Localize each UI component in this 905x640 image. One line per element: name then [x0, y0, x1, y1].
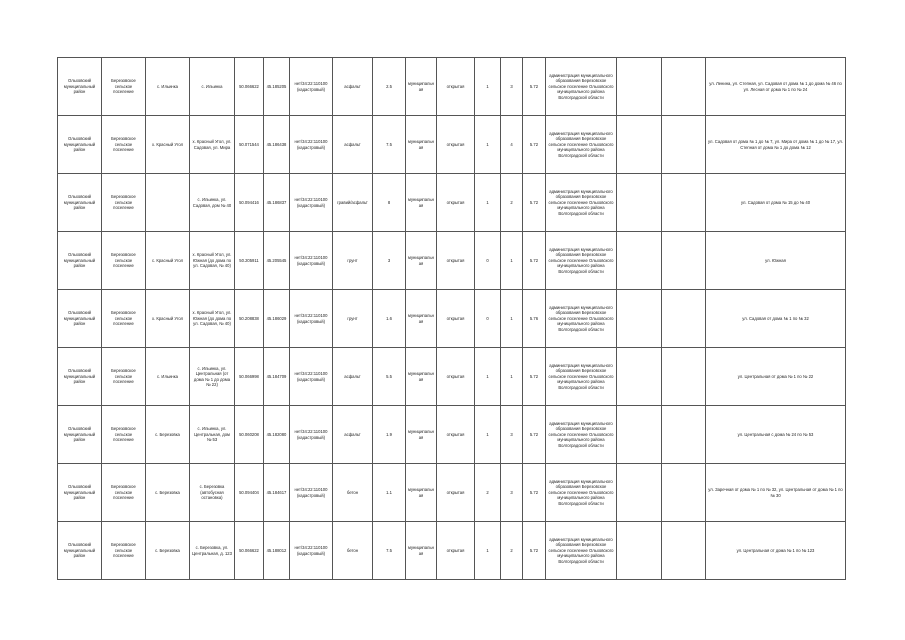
cell-route: ул. Садовая от дома № 1 до № 7, ул. Мира от дома № 1 до № 17, ул. Степная от дома № 1 до дома № 12	[706, 116, 846, 174]
cell-address: с. Березовка (автобусная остановка)	[190, 464, 235, 522]
cell-length: 7.5	[373, 522, 406, 580]
road-register-table	[57, 57, 846, 580]
cell-settlement: Березовское сельское поселение	[102, 406, 146, 464]
cell-status: муниципальная	[406, 348, 437, 406]
cell-cat2: 2	[501, 174, 523, 232]
cell-surface: бетон	[333, 522, 373, 580]
cell-length: 1.1	[373, 464, 406, 522]
cell-settlement: Березовское сельское поселение	[102, 116, 146, 174]
cell-district: Ольховский муниципальный район	[58, 174, 102, 232]
cell-address: с. Березовка, ул. Центральная, д. 123	[190, 522, 235, 580]
cell-empty	[662, 116, 706, 174]
cell-settlement: Березовское сельское поселение	[102, 58, 146, 116]
cell-district: Ольховский муниципальный район	[58, 464, 102, 522]
cell-surface: грунт	[333, 290, 373, 348]
cell-locality: с. Березовка	[146, 406, 190, 464]
cell-route: ул. Ленина, ул. Степная, ул. Садовая от дома № 1 до дома № 46 по ул. Лесная от дома № 1 по № 24	[706, 58, 846, 116]
cell-cat2: 3	[501, 406, 523, 464]
cell-cadastral: нет/34:22:110100 (кадастровый)	[290, 116, 333, 174]
cell-lat: 50.071544	[235, 116, 264, 174]
cell-note	[617, 522, 662, 580]
cell-lat: 50.205911	[235, 232, 264, 290]
cell-status: муниципальная	[406, 116, 437, 174]
cell-district: Ольховский муниципальный район	[58, 232, 102, 290]
cell-width: 5.72	[523, 464, 546, 522]
cell-cat2: 3	[501, 464, 523, 522]
cell-address: с. Ильинка	[190, 58, 235, 116]
cell-status: муниципальная	[406, 232, 437, 290]
cell-owner: администрация муниципального образования Березовское сельское поселение Ольховского муниципального района Волгоградской области	[546, 174, 617, 232]
cell-note	[617, 174, 662, 232]
cell-district: Ольховский муниципальный район	[58, 348, 102, 406]
cell-lat: 50.066622	[235, 58, 264, 116]
cell-cat1: 0	[475, 290, 501, 348]
cell-locality	[146, 174, 190, 232]
cell-cat1: 2	[475, 464, 501, 522]
cell-lat: 50.060208	[235, 406, 264, 464]
cell-width: 5.72	[523, 348, 546, 406]
cell-owner: администрация муниципального образования Березовское сельское поселение Ольховского муниципального района Волгоградской области	[546, 406, 617, 464]
cell-lon: 45.188012	[264, 522, 290, 580]
cell-empty	[662, 464, 706, 522]
cell-length: 2.5	[373, 58, 406, 116]
cell-locality: с. Ильинка	[146, 348, 190, 406]
cell-cls: открытая	[437, 116, 475, 174]
table-row	[58, 348, 846, 406]
cell-cat1: 0	[475, 232, 501, 290]
cell-cadastral: нет/34:22:110100 (кадастровый)	[290, 464, 333, 522]
cell-note	[617, 290, 662, 348]
cell-length: 8	[373, 174, 406, 232]
cell-district: Ольховский муниципальный район	[58, 522, 102, 580]
cell-route: ул. Садовая от дома № 1 по № 32	[706, 290, 846, 348]
cell-address: с. Ильинка, ул. Центральная, дом № 53	[190, 406, 235, 464]
table-row	[58, 290, 846, 348]
cell-route: ул. Заречная от дома № 1 по № 32, ул. Центральная от дома № 1 по № 30	[706, 464, 846, 522]
cell-length: 5.5	[373, 348, 406, 406]
cell-route: ул. Центральная от дома № 1 по № 22	[706, 348, 846, 406]
cell-cat2: 1	[501, 348, 523, 406]
cell-cat2: 2	[501, 522, 523, 580]
cell-address: х. Красный Угол, ул. Садовая, ул. Мира	[190, 116, 235, 174]
cell-status: муниципальная	[406, 406, 437, 464]
cell-width: 5.72	[523, 232, 546, 290]
cell-cadastral: нет/34:22:110100 (кадастровый)	[290, 290, 333, 348]
cell-width: 5.72	[523, 174, 546, 232]
cell-surface: асфальт	[333, 406, 373, 464]
cell-lon: 45.205545	[264, 232, 290, 290]
cell-settlement: Березовское сельское поселение	[102, 232, 146, 290]
cell-locality: с. Ильинка	[146, 58, 190, 116]
cell-surface: грунт	[333, 232, 373, 290]
cell-note	[617, 406, 662, 464]
cell-surface: бетон	[333, 464, 373, 522]
table-row	[58, 58, 846, 116]
cell-settlement: Березовское сельское поселение	[102, 522, 146, 580]
cell-cat1: 1	[475, 348, 501, 406]
cell-owner: администрация муниципального образования Березовское сельское поселение Ольховского муниципального района Волгоградской области	[546, 116, 617, 174]
cell-route: ул. Садовая от дома № 15 до № 40	[706, 174, 846, 232]
cell-status: муниципальная	[406, 464, 437, 522]
cell-cat2: 1	[501, 232, 523, 290]
cell-address: х. Красный Угол, ул. Южная (до дома по ул. Садовая, № 40)	[190, 290, 235, 348]
cell-settlement: Березовское сельское поселение	[102, 348, 146, 406]
cell-cadastral: нет/34:22:110100 (кадастровый)	[290, 58, 333, 116]
cell-cat2: 1	[501, 290, 523, 348]
cell-cat1: 1	[475, 406, 501, 464]
cell-cadastral: нет/34:22:110100 (кадастровый)	[290, 522, 333, 580]
cell-cat1: 1	[475, 522, 501, 580]
cell-length: 1.9	[373, 406, 406, 464]
cell-cls: открытая	[437, 348, 475, 406]
cell-address: с. Ильинка, ул. Центральная (от дома № 1 до дома № 22)	[190, 348, 235, 406]
cell-district: Ольховский муниципальный район	[58, 116, 102, 174]
table-row	[58, 174, 846, 232]
cell-cat1: 1	[475, 174, 501, 232]
cell-status: муниципальная	[406, 58, 437, 116]
cell-cadastral: нет/34:22:110100 (кадастровый)	[290, 232, 333, 290]
cell-owner: администрация муниципального образования Березовское сельское поселение Ольховского муниципального района Волгоградской области	[546, 464, 617, 522]
cell-lat: 50.066998	[235, 348, 264, 406]
cell-empty	[662, 290, 706, 348]
cell-owner: администрация муниципального образования Березовское сельское поселение Ольховского муниципального района Волгоградской области	[546, 348, 617, 406]
cell-owner: администрация муниципального образования Березовское сельское поселение Ольховского муниципального района Волгоградской области	[546, 232, 617, 290]
cell-empty	[662, 58, 706, 116]
cell-surface: асфальт	[333, 58, 373, 116]
cell-note	[617, 116, 662, 174]
cell-width: 5.72	[523, 406, 546, 464]
cell-empty	[662, 232, 706, 290]
cell-note	[617, 58, 662, 116]
cell-address: с. Ильинка, ул. Садовая, дом № 40	[190, 174, 235, 232]
cell-cat1: 1	[475, 116, 501, 174]
cell-lon: 45.185205	[264, 58, 290, 116]
cell-cadastral: нет/34:22:110100 (кадастровый)	[290, 348, 333, 406]
cell-settlement: Березовское сельское поселение	[102, 464, 146, 522]
cell-address: х. Красный Угол, ул. Южная (до дома по ул. Садовая, № 40)	[190, 232, 235, 290]
cell-empty	[662, 348, 706, 406]
cell-route: ул. Центральная от дома № 1 по № 123	[706, 522, 846, 580]
cell-empty	[662, 522, 706, 580]
cell-lon: 45.184709	[264, 348, 290, 406]
cell-note	[617, 348, 662, 406]
cell-cls: открытая	[437, 290, 475, 348]
cell-cls: открытая	[437, 406, 475, 464]
cell-district: Ольховский муниципальный район	[58, 290, 102, 348]
cell-width: 5.76	[523, 290, 546, 348]
cell-lat: 50.094404	[235, 464, 264, 522]
cell-district: Ольховский муниципальный район	[58, 406, 102, 464]
cell-lat: 50.066622	[235, 522, 264, 580]
cell-surface: асфальт	[333, 348, 373, 406]
cell-cat2: 4	[501, 116, 523, 174]
table-row	[58, 406, 846, 464]
table-body	[58, 58, 846, 580]
table-row	[58, 522, 846, 580]
cell-cadastral: нет/34:22:110100 (кадастровый)	[290, 174, 333, 232]
table-row	[58, 464, 846, 522]
cell-lon: 45.184617	[264, 464, 290, 522]
cell-cat1: 1	[475, 58, 501, 116]
cell-cls: открытая	[437, 174, 475, 232]
cell-lon: 45.182080	[264, 406, 290, 464]
cell-status: муниципальная	[406, 174, 437, 232]
cell-cls: открытая	[437, 464, 475, 522]
cell-locality: х. Красный Угол	[146, 290, 190, 348]
cell-length: 1.6	[373, 290, 406, 348]
cell-length: 7.5	[373, 116, 406, 174]
cell-status: муниципальная	[406, 290, 437, 348]
cell-route: ул. Центральная с дома № 24 по № 53	[706, 406, 846, 464]
cell-surface: асфальт	[333, 116, 373, 174]
cell-surface: гравий/асфальт	[333, 174, 373, 232]
cell-locality: с. Березовка	[146, 522, 190, 580]
cell-owner: администрация муниципального образования Березовское сельское поселение Ольховского муниципального района Волгоградской области	[546, 290, 617, 348]
cell-lat: 50.094416	[235, 174, 264, 232]
cell-status: муниципальная	[406, 522, 437, 580]
cell-empty	[662, 174, 706, 232]
table-row	[58, 116, 846, 174]
cell-lat: 50.208838	[235, 290, 264, 348]
cell-district: Ольховский муниципальный район	[58, 58, 102, 116]
cell-width: 5.72	[523, 522, 546, 580]
cell-settlement: Березовское сельское поселение	[102, 290, 146, 348]
cell-cadastral: нет/34:22:110100 (кадастровый)	[290, 406, 333, 464]
cell-owner: администрация муниципального образования Березовское сельское поселение Ольховского муниципального района Волгоградской области	[546, 58, 617, 116]
cell-cat2: 3	[501, 58, 523, 116]
table-row	[58, 232, 846, 290]
cell-width: 5.72	[523, 116, 546, 174]
cell-lon: 45.186029	[264, 290, 290, 348]
cell-lon: 45.186837	[264, 174, 290, 232]
cell-note	[617, 464, 662, 522]
cell-locality: с. Березовка	[146, 464, 190, 522]
cell-route: ул. Южная	[706, 232, 846, 290]
cell-cls: открытая	[437, 58, 475, 116]
cell-note	[617, 232, 662, 290]
cell-length: 3	[373, 232, 406, 290]
cell-settlement: Березовское сельское поселение	[102, 174, 146, 232]
cell-cls: открытая	[437, 522, 475, 580]
cell-locality: с. Красный Угол	[146, 232, 190, 290]
cell-lon: 45.186438	[264, 116, 290, 174]
cell-width: 5.72	[523, 58, 546, 116]
cell-locality: х. Красный Угол	[146, 116, 190, 174]
cell-owner: администрация муниципального образования Березовское сельское поселение Ольховского муниципального района Волгоградской области	[546, 522, 617, 580]
cell-cls: открытая	[437, 232, 475, 290]
cell-empty	[662, 406, 706, 464]
